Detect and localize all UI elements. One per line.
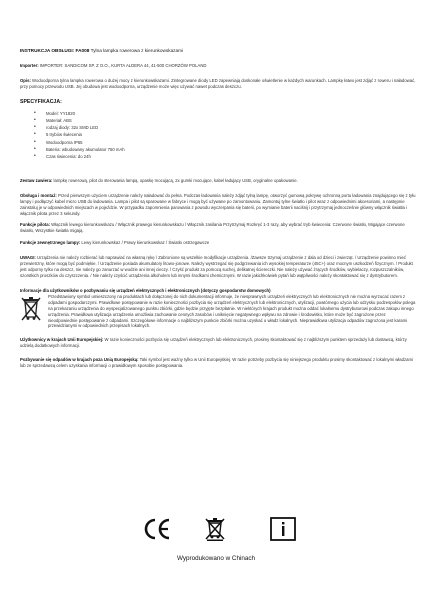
- disposal-info-heading: Informacje dla użytkowników o pozbywaniu się urządzeń elektrycznych i elektronicznych (dotyczy gospodarstw domowych): [20, 288, 271, 294]
- spec-item: • Bateria: wbudowany akumulator 750 mAh: [34, 146, 416, 153]
- spec-item: • 5 trybów świecenia: [34, 131, 416, 138]
- spec-item: • Model: YY1820: [34, 110, 416, 117]
- disposal-info-text: Przedstawiony symbol umieszczony na produktach lub dołączonej do nich dokumentacji informuje, że niesprawnych urządzeń elektrycznych lub elektronicznych nie można wyrzucać razem z odpadami gospodarczymi. Prawidłowe postępowanie w razie konieczności pozbycia się urządzeń elektrycznych lub elektronicznych, utylizacji, powtórnego użycia lub odzysku podzespołów polega na przekazaniu urządzenia do wyspecjalizowanego punktu zbiórki, gdzie będzie przyjęte bezpłatnie. W niektórych krajach produkt można oddać lokalnemu dystrybutorowi podczas zakupu innego urządzenia. Prawidłowa utylizacja urządzenia umożliwia zachowanie cennych zasobów i uniknięcie negatywnego wpływu na zdrowie i środowisko, które może być zagrożone przez nieodpowiednie postępowanie z odpadami. Szczegółowe informacje o najbliższym punkcie zbiórki można uzyskać u władz lokalnych. Nieprawidłowa utylizacja odpadów zagrożona jest karami przewidzianymi w odpowiednich przepisach lokalnych.: [48, 293, 416, 329]
- weee-bin-icon: [206, 518, 224, 541]
- spec-item: • Materiał: ABS: [34, 117, 416, 124]
- lamp-functions-paragraph: Funkcje zewnętrznego lampy: Lewy kierunkowskaz / Prawy kierunkowskaz / Światło ostrzegawcze: [20, 240, 210, 246]
- spec-item: • Czas świecenia: do 24h: [34, 153, 416, 160]
- ce-mark-icon: [146, 520, 169, 538]
- specs-list: [20, 110, 416, 160]
- weee-bin-icon: [20, 295, 42, 322]
- spec-item: • Wodoodporna IP65: [34, 139, 416, 146]
- specs-heading: SPECYFIKACJA:: [20, 98, 62, 105]
- non-eu-disposal-paragraph: Pozbywanie się odpadów w krajach poza Unią Europejską: Taki symbol jest ważny tylko w Unii Europejskiej. W razie potrzeby pozbycia się niniejszego produktu prosimy skontaktować z lokalnymi władzami lub ze sprzedawcą celem uzyskania informacji o prawidłowym sposobie postępowania.: [20, 357, 413, 369]
- disposal-info-section: [20, 288, 416, 329]
- certification-marks: [142, 517, 297, 541]
- package-contents-paragraph: Zestaw zawiera: lampkę rowerową, pilot do sterowania lampą, opaskę mocującą, 2x gumki mocujące, kabel ładujący USB, oryginalne opakowanie.: [20, 178, 298, 184]
- read-manual-icon: [271, 518, 295, 540]
- operation-paragraph: Obsługa i montaż: Przed pierwszym użyciem urządzenie należy naładować do pełna. Podczas ładowania należy zdjąć tylną lampę, otworzyć gumową pokrywę ochronną portu ładowania znajdującego się z tyłu lampy i podłączyć kabel micro USB do ładowania. Lampa i pilot są sparowane w fabryce i mogą być używane po zamontowaniu. Zamontuj tylne światło i pilot wraz z odpowiednimi akcesoriami, a następnie zainstaluj je w odpowiednich miejscach w pojeździe. W przypadku zapomnienia parowania z powodu wyczerpania się baterii, po wymianie baterii naciśnij i przytrzymaj jednocześnie główny włącznik światła i włącznik pilota przez 3 sekundy.: [20, 193, 416, 216]
- importer-line: Importer: IMPORTER: SANDICOM SP. Z O.O., KURTA ALDERA 44, 41-500 CHORZÓW POLAND: [20, 63, 207, 68]
- eu-users-paragraph: Użytkownicy w krajach Unii Europejskiej: W razie konieczności pozbycia się urządzeń elektrycznych lub elektronicznych, prosimy skontaktować się z najbliższym punktem sprzedaży lub dostawcą, którzy udzielą dodatkowych informacji.: [20, 337, 407, 349]
- spec-item: • rodzaj diody: 32x SMD LED: [34, 124, 416, 131]
- remote-functions-paragraph: Funkcje pilota: Włącznik lewego kierunkowskazu / Włącznik prawego kierunkowskazu / Włącznik zasilania Przytrzymaj Rozkręć 1-3 razy, aby wybrać tryb świecenia: Czerwone światło, Migające czerwone światło, Wszystkie światła migają.: [20, 221, 405, 233]
- notes-paragraph: UWAGI: Urządzenia nie należy rozbierać lub naprawiać na własną rękę / Zabronione są wszelkie modyfikacje urządzenia. /Zawsze trzymaj urządzenie z dala od dzieci i zwierząt. / Urządzenie powinno mieć przewietrzny, które mogą być podmiękie. / Urządzenie posiada akumulatory litowo-jonowe. Należy wystrzegać się podgrzewania ich wysokiej temperaturze (45C+) oraz mocnym uszkodzeń fizycznym. / Produkt jest odporny tylko na deszcz, nie należy go zanurzać w wodzie ani innej cieczy. / Czyść produkt za pomocą suchej, delikatnej ściereczki. Nie należy używać żrących środków, wybielaczy, rozpuszczalników, szorstkich proszków do czyszczenia. / Nie należy czyścić urządzenia alkoholem lub innymi środkami chemicznymi. W razie jakichkolwiek pytań lub wątpliwości należy skontaktować się z dystrybutorem.: [20, 255, 413, 279]
- description-paragraph: Opis: Wodoodporna tylna lampka rowerowa o dużej mocy z kierunkowskazami. Zintegrowane diody LED zapewniają doskonałe oświetlenie w każdych warunkach. Lampkę łatwo jest zdjąć z roweru i naładować, przy pomocy przewodu USB. Jej obudowa jest wodoodporna, urządzenie może więc używać nawet podczas deszczu.: [20, 77, 416, 89]
- document-body: [20, 48, 416, 369]
- document-title: INSTRUKCJA OBSŁUGI: FA008 Tylna lampka rowerowa z kierunkowskazami: [20, 48, 184, 53]
- made-in-label: Wyprodukowano w Chinach: [177, 555, 255, 562]
